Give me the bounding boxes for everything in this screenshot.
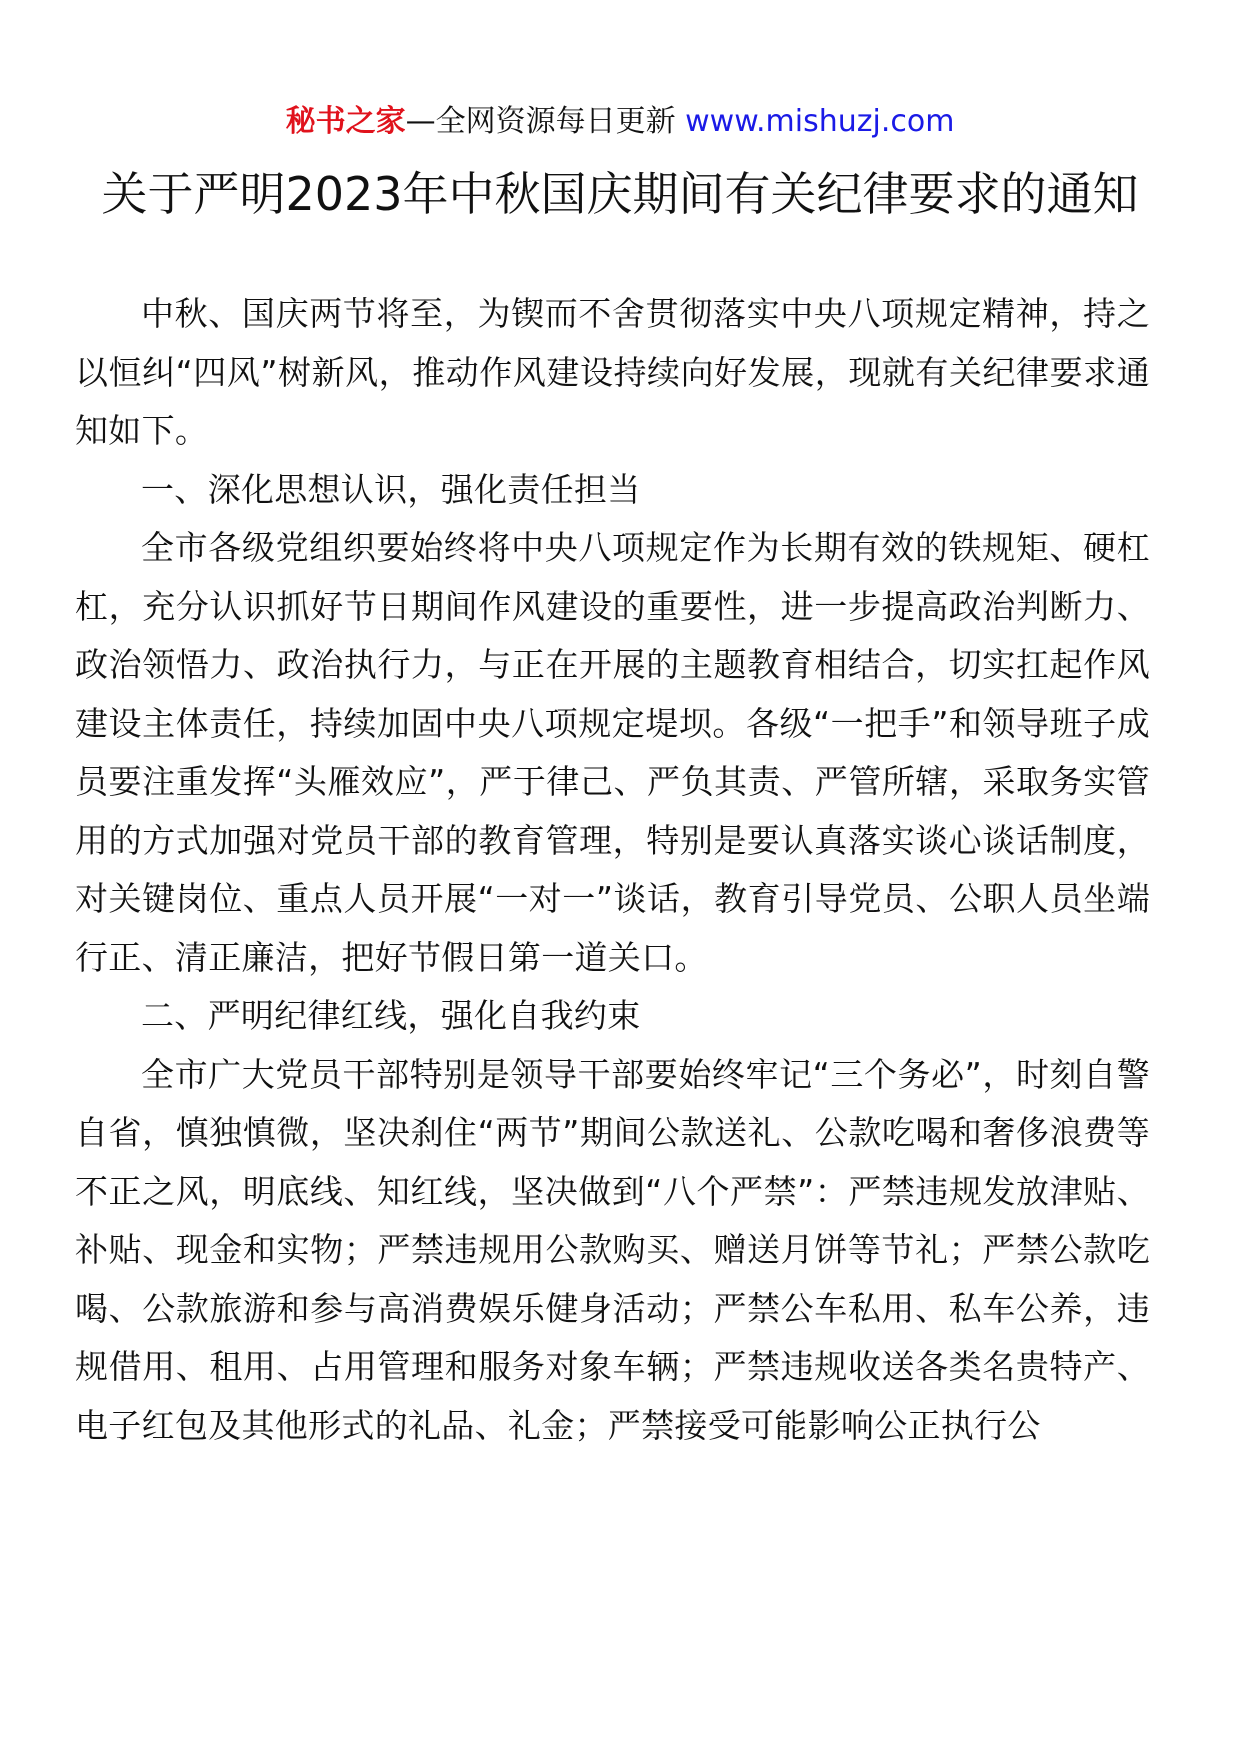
intro-paragraph: 中秋、国庆两节将至，为锲而不舍贯彻落实中央八项规定精神，持之以恒纠“四风”树新风，推动作风建设持续向好发展，现就有关纪律要求通知如下。 — [75, 294, 1150, 450]
brand-name: 秘书之家 — [285, 104, 406, 139]
site-header — [0, 100, 1240, 144]
header-tagline: —全网资源每日更新 — [405, 104, 676, 139]
document-body — [75, 285, 1150, 1455]
site-url-link[interactable]: www.mishuzj.com — [685, 104, 955, 139]
document-title: 关于严明2023年中秋国庆期间有关纪律要求的通知 — [101, 167, 1139, 221]
section-1-paragraph: 全市各级党组织要始终将中央八项规定作为长期有效的铁规矩、硬杠杠，充分认识抓好节日期间作风建设的重要性，进一步提高政治判断力、政治领悟力、政治执行力，与正在开展的主题教育相结合，切实扛起作风建设主体责任，持续加固中央八项规定堤坝。各级“一把手”和领导班子成员要注重发挥“头雁效应”，严于律己、严负其责、严管所辖，采取务实管用的方式加强对党员干部的教育管理，特别是要认真落实谈心谈话制度，对关键岗位、重点人员开展“一对一”谈话，教育引导党员、公职人员坐端行正、清正廉洁，把好节假日第一道关口。 — [75, 528, 1150, 977]
section-2-paragraph: 全市广大党员干部特别是领导干部要始终牢记“三个务必”，时刻自警自省，慎独慎微，坚决刹住“两节”期间公款送礼、公款吃喝和奢侈浪费等不正之风，明底线、知红线，坚决做到“八个严禁”：严禁违规发放津贴、补贴、现金和实物；严禁违规用公款购买、赠送月饼等节礼；严禁公款吃喝、公款旅游和参与高消费娱乐健身活动；严禁公车私用、私车公养，违规借用、租用、占用管理和服务对象车辆；严禁违规收送各类名贵特产、电子红包及其他形式的礼品、礼金；严禁接受可能影响公正执行公 — [75, 1054, 1150, 1445]
section-2-heading: 二、严明纪律红线，强化自我约束 — [141, 996, 641, 1035]
section-1-heading: 一、深化思想认识，强化责任担当 — [141, 469, 641, 509]
